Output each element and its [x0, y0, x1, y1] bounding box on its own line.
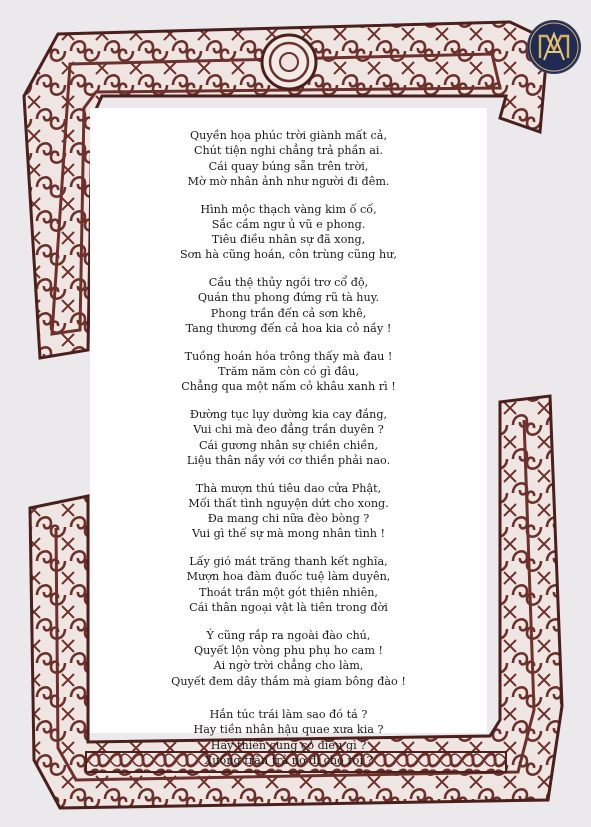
poem-line: Ai ngờ trời chẳng cho làm, [213, 659, 364, 673]
poem-line: Thoát trần một gót thiên nhiên, [199, 585, 378, 599]
poem-line: Trăm năm còn có gì đâu, [218, 365, 359, 379]
poem-line: Sắc cầm ngư ủ vũ e phong. [211, 217, 366, 231]
poem-line: Quán thu phong đứng rũ tà huy. [197, 291, 380, 305]
poem-line: Mờ mờ nhân ảnh như người đi đêm. [187, 174, 390, 188]
poem-line: Thà mượn thú tiêu dao cửa Phật, [195, 481, 382, 495]
poem-line: Đa mang chi nữa đèo bòng ? [207, 512, 370, 526]
poem-line: Mối thất tình nguyện dứt cho xong. [188, 496, 389, 510]
logo-monogram-icon [527, 20, 581, 74]
poem-line: Cái quay búng sẵn trên trời, [208, 159, 369, 173]
poem-stanza [90, 128, 487, 189]
poem-stanza [90, 275, 487, 336]
poem-line: Ý cũng rắp ra ngoài đào chú, [206, 628, 371, 642]
poem-text [90, 128, 487, 781]
poem-line: Xuống trần trả nợ đi cho rồi ? [204, 753, 373, 767]
poem-stanza [90, 407, 487, 468]
poem-line: Chút tiện nghi chẳng trả phần ai. [193, 144, 384, 158]
poem-stanza [90, 349, 487, 395]
poem-line: Vui gì thế sự mà mong nhân tình ! [191, 527, 386, 541]
poem-stanza [90, 481, 487, 542]
poem-line: Hình mộc thạch vàng kim ố cố, [200, 202, 377, 216]
poem-line: Chẳng qua một nấm cỏ khâu xanh rì ! [181, 380, 396, 394]
poem-line: Quyết đem dây thắm mà giam bông đào ! [171, 674, 406, 688]
poem-line: Quyền họa phúc trời giành mất cả, [190, 129, 387, 142]
poem-panel [90, 108, 487, 767]
poem-line: Hắn túc trái làm sao đó tá ? [209, 707, 368, 721]
poem-stanza [90, 707, 487, 768]
poem-stanza [90, 554, 487, 615]
poem-line: Mượn hoa đàm đuốc tuệ làm duyên, [186, 570, 391, 584]
poem-line: Liệu thân nầy với cơ thiền phải nao. [186, 453, 391, 467]
poem-line: Quyết lộn vòng phu phụ ho cam ! [193, 644, 384, 658]
poem-line: Hay tiền nhân hậu quae xưa kia ? [193, 723, 384, 737]
publisher-logo [527, 20, 581, 74]
poem-line: Cái thân ngoại vật là tiên trong đời [189, 601, 388, 615]
poem-line: Đường tục lụy dường kia cay đắng, [189, 408, 388, 422]
poem-line: Vui chi mà đeo đẳng trần duyên ? [193, 423, 384, 437]
poem-line: Phong trần đến cả sơn khê, [210, 306, 367, 320]
poem-stanza [90, 202, 487, 263]
poem-line: Cái gương nhân sự chiền chiền, [198, 438, 379, 452]
poem-stanza [90, 628, 487, 689]
poem-line: Cầu thệ thủy ngồi trơ cổ độ, [208, 276, 369, 290]
poem-line: Hay thiên cung có điều gì ? [210, 738, 367, 752]
poem-line: Tuồng hoán hóa trông thấy mà đau ! [184, 349, 393, 363]
poem-line: Tiêu điều nhân sự đã xong, [211, 233, 366, 247]
poem-line: Lấy gió mát trăng thanh kết nghĩa, [189, 555, 388, 569]
poem-line: Tang thương đến cả hoa kia cỏ nầy ! [185, 322, 392, 336]
poem-line: Sơn hà cũng hoán, côn trùng cũng hư, [179, 248, 397, 262]
